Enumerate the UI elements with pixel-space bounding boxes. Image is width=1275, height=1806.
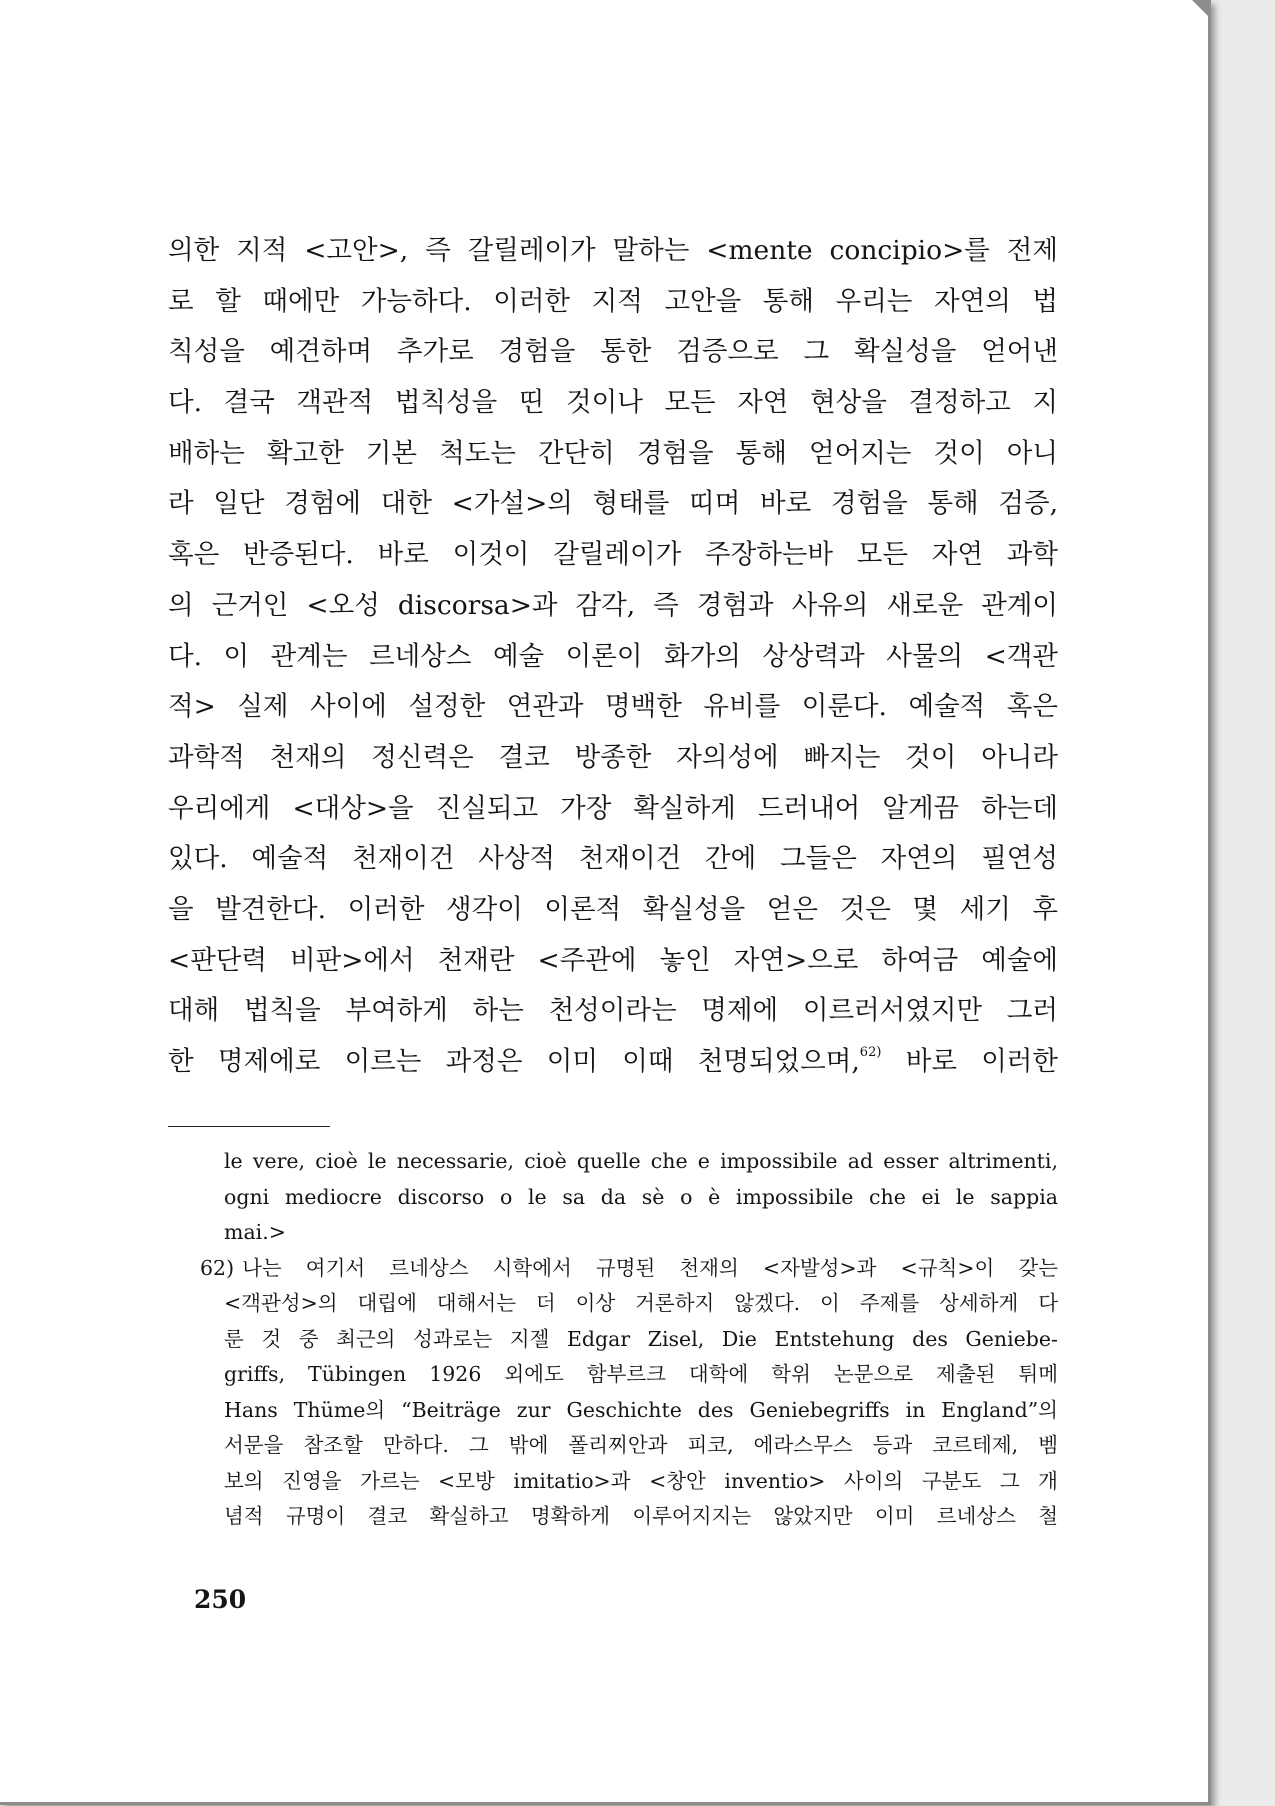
text-line: 칙성을 예견하며 추가로 경험을 통한 검증으로 그 확실성을 얻어낸 — [168, 336, 1058, 368]
footnotes — [168, 1144, 1058, 1535]
text-fragment: 한 명제에로 이르는 과정은 이미 이때 천명되었으며, — [168, 1046, 860, 1077]
footnote-number: 62) — [200, 1255, 235, 1280]
text-line: 의 근거인 <오성 discorsa>과 감각, 즉 경험과 사유의 새로운 관계이 — [168, 589, 1058, 621]
text-line: 있다. 예술적 천재이건 사상적 천재이건 간에 그들은 자연의 필연성 — [168, 843, 1058, 875]
footnote-line: Hans Thüme의 “Beiträge zur Geschichte des Geniebegriffs in England”의 — [224, 1397, 1058, 1422]
footnote-line: le vere, cioè le necessarie, cioè quelle che e impossibile ad esser altrimenti, — [224, 1149, 1058, 1173]
text-line: 라 일단 경험에 대한 <가설>의 형태를 띠며 바로 경험을 통해 검증, — [168, 488, 1058, 520]
text-line: <판단력 비판>에서 천재란 <주관에 놓인 자연>으로 하여금 예술에 — [168, 944, 1058, 976]
text-line: 적> 실제 사이에 설정한 연관과 명백한 유비를 이룬다. 예술적 혹은 — [168, 691, 1058, 723]
footnote-line: mai.> — [224, 1220, 286, 1244]
text-line: 다. 결국 객관적 법칙성을 띤 것이나 모든 자연 현상을 결정하고 지 — [168, 387, 1058, 419]
text-line: 혹은 반증된다. 바로 이것이 갈릴레이가 주장하는바 모든 자연 과학 — [168, 539, 1058, 571]
footnote-line: 념적 규명이 결코 확실하고 명확하게 이루어지지는 않았지만 이미 르네상스 철 — [224, 1504, 1058, 1528]
footnote-line: 룬 것 중 최근의 성과로는 지젤 Edgar Zisel, Die Entstehung des Geniebe- — [224, 1326, 1058, 1351]
text-line: 대해 법칙을 부여하게 하는 천성이라는 명제에 이르러서였지만 그러 — [168, 995, 1058, 1027]
footnote-62-first-line — [168, 1251, 1058, 1287]
text-line: 다. 이 관계는 르네상스 예술 이론이 화가의 상상력과 사물의 <객관 — [168, 640, 1058, 672]
page-number: 250 — [194, 1585, 247, 1614]
footnote-reference[interactable]: 62) — [859, 1045, 882, 1060]
text-line: 우리에게 <대상>을 진실되고 가장 확실하게 드러내어 알게끔 하는데 — [168, 792, 1058, 824]
footnote-line: 보의 진영을 가르는 <모방 imitatio>과 <창안 inventio> 사이의 구분도 그 개 — [224, 1468, 1058, 1493]
text-line: 을 발견한다. 이러한 생각이 이론적 확실성을 얻은 것은 몇 세기 후 — [168, 893, 1058, 925]
page-corner-fold — [1192, 0, 1208, 16]
text-line: 의한 지적 <고안>, 즉 갈릴레이가 말하는 <mente concipio>를 전제 — [168, 235, 1058, 266]
text-line: 과학적 천재의 정신력은 결코 방종한 자의성에 빠지는 것이 아니라 — [168, 741, 1058, 773]
text-line-with-note — [168, 1037, 1058, 1088]
footnote-line: 서문을 참조할 만하다. 그 밖에 폴리찌안과 피코, 에라스무스 등과 코르테제, 벰 — [224, 1433, 1058, 1457]
footnote-line: <객관성>의 대립에 대해서는 더 이상 거론하지 않겠다. 이 주제를 상세하게 다 — [224, 1291, 1058, 1315]
footnote-separator — [168, 1126, 330, 1127]
footnote-line: ogni mediocre discorso o le sa da sè o è impossibile che ei le sappia — [224, 1184, 1058, 1209]
text-line: 배하는 확고한 기본 척도는 간단히 경험을 통해 얻어지는 것이 아니 — [168, 437, 1058, 469]
main-text — [168, 226, 1058, 1088]
footnote-line: griffs, Tübingen 1926 외에도 함부르크 대학에 학위 논문으로 제출된 튀메 — [224, 1362, 1058, 1386]
text-line: 로 할 때에만 가능하다. 이러한 지적 고안을 통해 우리는 자연의 법 — [168, 285, 1058, 317]
footnote-text: 나는 여기서 르네상스 시학에서 규명된 천재의 <자발성>과 <규칙>이 갖는 — [242, 1255, 1058, 1280]
text-fragment: 바로 이러한 — [881, 1046, 1059, 1077]
